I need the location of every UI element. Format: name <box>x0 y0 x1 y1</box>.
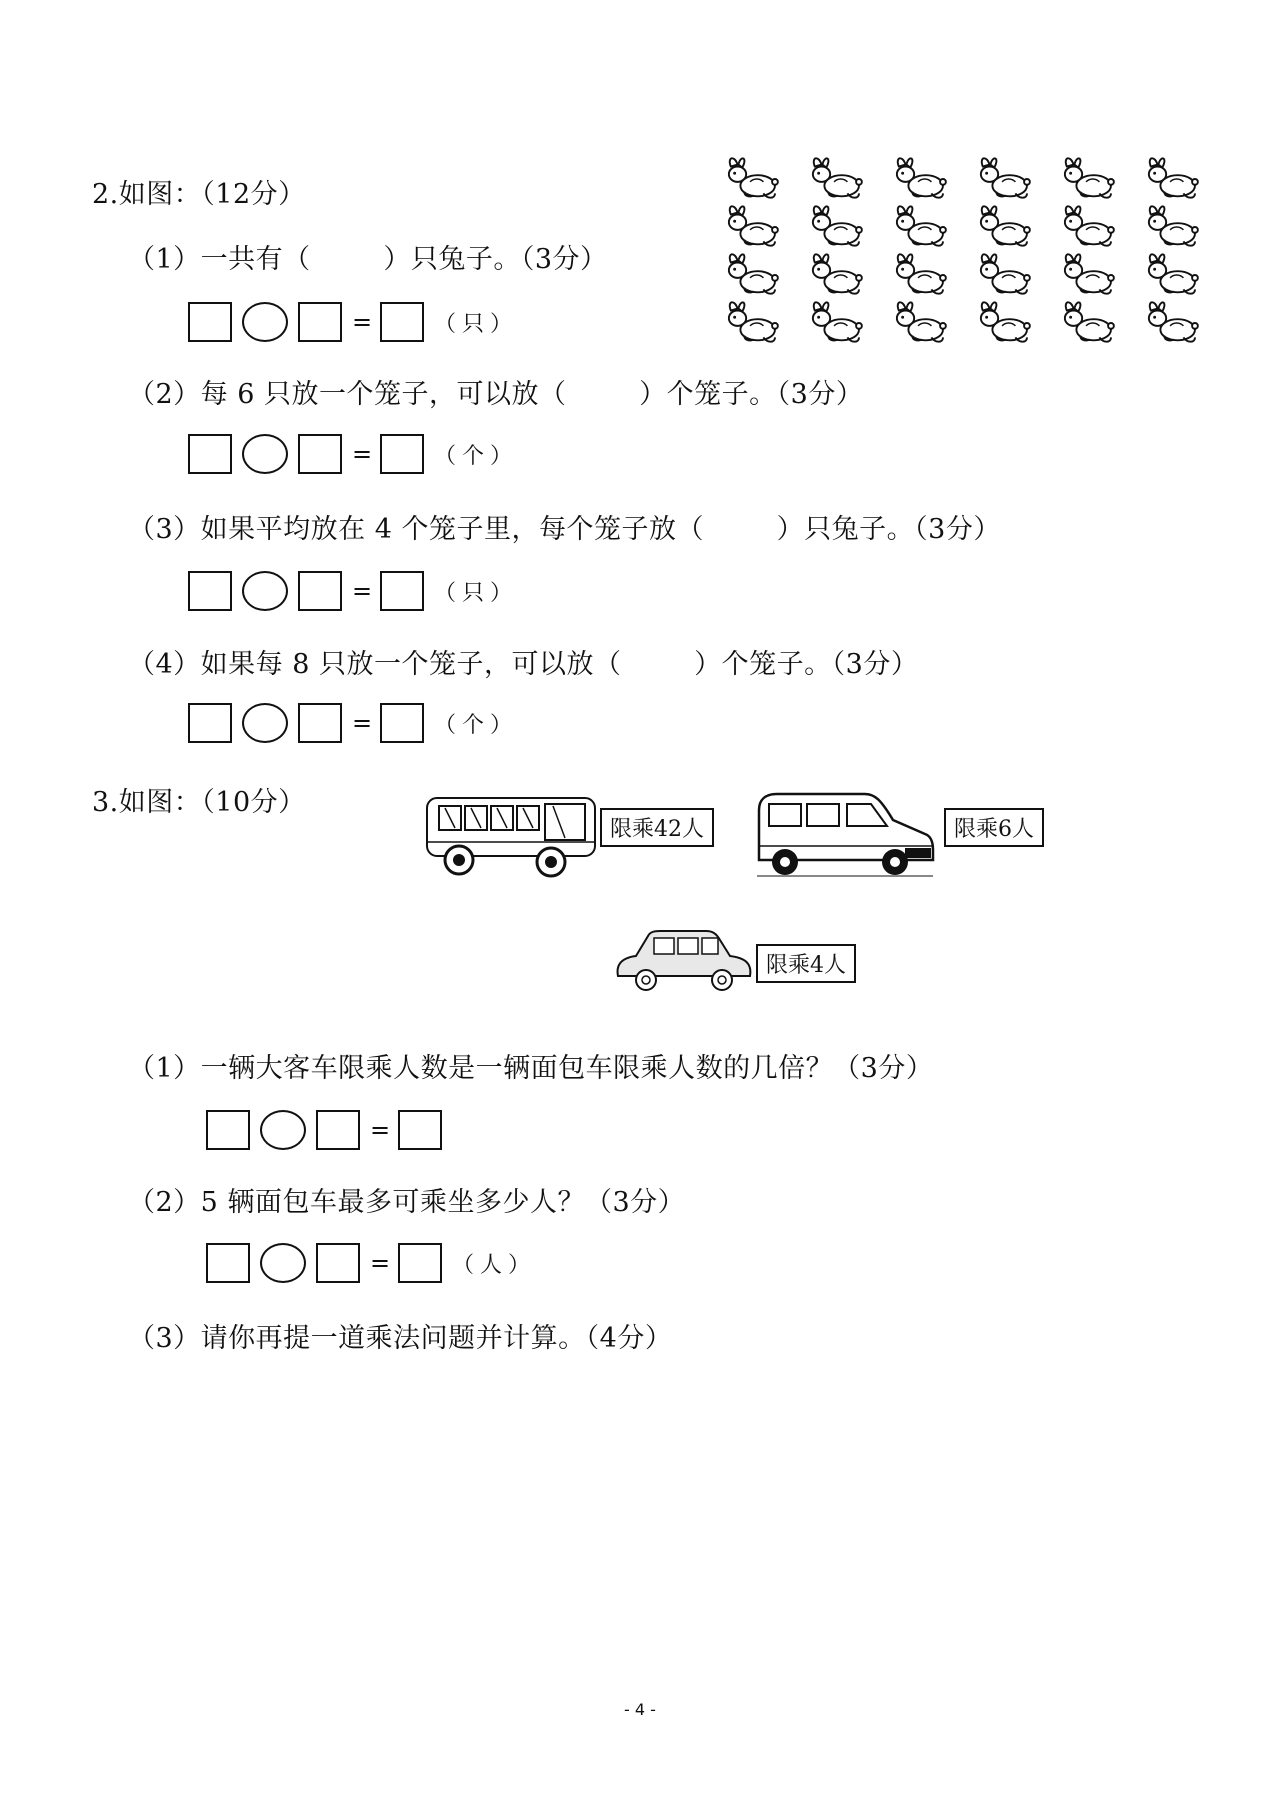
bus-capacity-label: 限乘42人 <box>600 808 714 847</box>
rabbit-icon <box>897 254 946 293</box>
rabbit-icon <box>897 158 946 197</box>
operator-oval[interactable] <box>242 703 288 743</box>
answer-box[interactable] <box>188 703 232 743</box>
operator-oval[interactable] <box>260 1110 306 1150</box>
operator-oval[interactable] <box>242 571 288 611</box>
answer-box[interactable] <box>206 1110 250 1150</box>
answer-box[interactable] <box>188 571 232 611</box>
page-number: - 4 - <box>624 1700 656 1719</box>
rabbit-icon <box>1065 158 1114 197</box>
rabbit-icon <box>981 254 1030 293</box>
rabbit-icon <box>981 206 1030 245</box>
rabbit-icon <box>981 158 1030 197</box>
answer-box[interactable] <box>298 434 342 474</box>
van-icon <box>755 790 935 882</box>
rabbit-icon <box>981 302 1030 341</box>
equation-row-2-4 <box>188 703 518 743</box>
question-3-title: 3.如图：（10分） <box>92 787 306 818</box>
rabbit-icon <box>1149 302 1198 341</box>
rabbit-icon <box>729 302 778 341</box>
unit-label: （个） <box>434 443 519 469</box>
result-box[interactable] <box>380 302 424 342</box>
rabbit-icon <box>897 206 946 245</box>
car-icon <box>614 928 754 996</box>
rabbit-grid <box>720 155 1220 365</box>
equation-row-3-1 <box>206 1110 442 1150</box>
answer-box[interactable] <box>206 1243 250 1283</box>
question-2-sub-3: （3）如果平均放在 4 个笼子里，每个笼子放（ ）只兔子。（3分） <box>128 514 1001 545</box>
van-capacity-label: 限乘6人 <box>944 808 1044 847</box>
result-box[interactable] <box>380 434 424 474</box>
rabbit-icon <box>813 158 862 197</box>
equals-sign: = <box>352 440 373 468</box>
operator-oval[interactable] <box>242 434 288 474</box>
car-capacity-label: 限乘4人 <box>756 944 856 983</box>
answer-box[interactable] <box>298 302 342 342</box>
rabbit-icon <box>729 254 778 293</box>
rabbit-icon <box>813 254 862 293</box>
equals-sign: = <box>370 1116 391 1144</box>
rabbit-icon <box>1065 254 1114 293</box>
unit-label: （人） <box>452 1252 537 1278</box>
rabbit-icon <box>1065 302 1114 341</box>
unit-label: （只） <box>434 311 519 337</box>
rabbit-illustration <box>720 155 1220 365</box>
equation-row-3-2 <box>206 1243 536 1283</box>
rabbit-icon <box>1149 254 1198 293</box>
equation-row-2-2 <box>188 434 518 474</box>
equals-sign: = <box>352 308 373 336</box>
equation-row-2-3 <box>188 571 518 611</box>
answer-box[interactable] <box>316 1243 360 1283</box>
question-2-sub-1: （1）一共有（ ）只兔子。（3分） <box>128 244 608 275</box>
operator-oval[interactable] <box>260 1243 306 1283</box>
answer-box[interactable] <box>188 434 232 474</box>
rabbit-icon <box>729 206 778 245</box>
question-2-sub-2: （2）每 6 只放一个笼子，可以放（ ）个笼子。（3分） <box>128 379 864 410</box>
rabbit-icon <box>1065 206 1114 245</box>
rabbit-icon <box>897 302 946 341</box>
van-illustration <box>755 790 935 882</box>
car-illustration <box>614 928 754 996</box>
question-2-sub-4: （4）如果每 8 只放一个笼子，可以放（ ）个笼子。（3分） <box>128 649 919 680</box>
answer-box[interactable] <box>298 703 342 743</box>
question-3-sub-2: （2）5 辆面包车最多可乘坐多少人？（3分） <box>128 1187 686 1218</box>
result-box[interactable] <box>398 1243 442 1283</box>
rabbit-icon <box>729 158 778 197</box>
equation-row-2-1 <box>188 302 518 342</box>
answer-box[interactable] <box>188 302 232 342</box>
answer-box[interactable] <box>298 571 342 611</box>
operator-oval[interactable] <box>242 302 288 342</box>
question-2-title: 2.如图：（12分） <box>92 179 306 210</box>
bus-icon <box>425 792 600 880</box>
question-3-sub-3: （3）请你再提一道乘法问题并计算。（4分） <box>128 1323 673 1354</box>
rabbit-icon <box>1149 158 1198 197</box>
bus-illustration <box>425 792 600 880</box>
result-box[interactable] <box>398 1110 442 1150</box>
rabbit-icon <box>813 206 862 245</box>
result-box[interactable] <box>380 571 424 611</box>
rabbit-icon <box>1149 206 1198 245</box>
equals-sign: = <box>352 709 373 737</box>
equals-sign: = <box>370 1249 391 1277</box>
question-3-sub-1: （1）一辆大客车限乘人数是一辆面包车限乘人数的几倍？（3分） <box>128 1053 934 1084</box>
unit-label: （只） <box>434 580 519 606</box>
unit-label: （个） <box>434 712 519 738</box>
equals-sign: = <box>352 577 373 605</box>
result-box[interactable] <box>380 703 424 743</box>
rabbit-icon <box>813 302 862 341</box>
answer-box[interactable] <box>316 1110 360 1150</box>
